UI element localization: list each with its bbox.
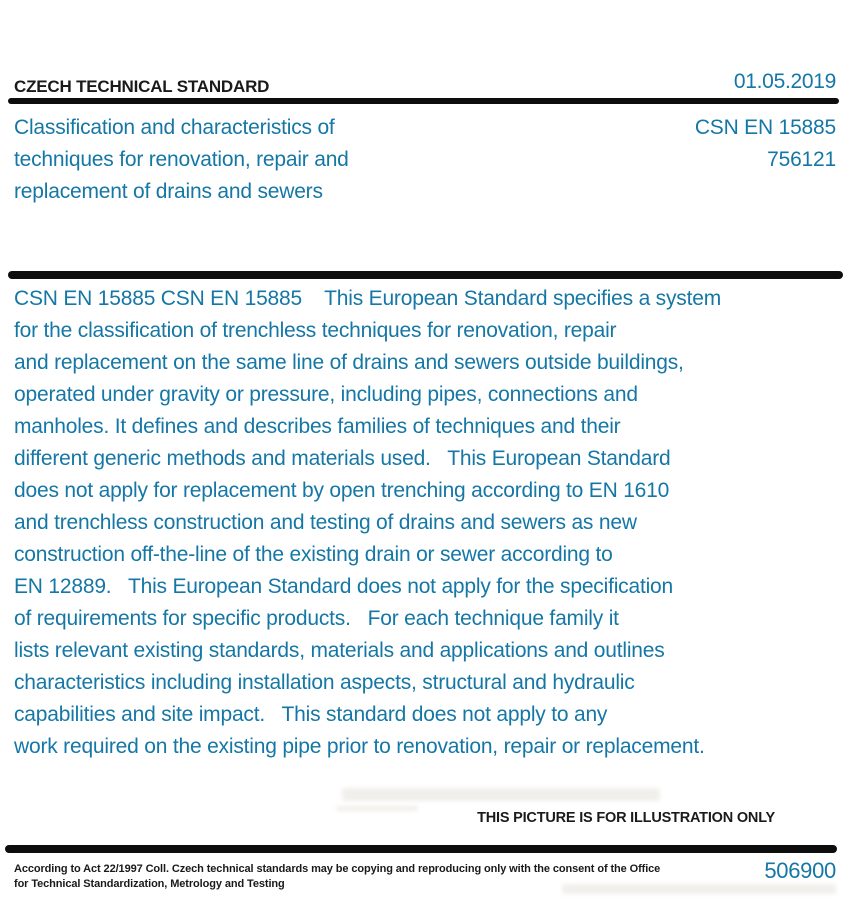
text-line: of requirements for specific products. For each technique family it (14, 607, 619, 630)
text-line: operated under gravity or pressure, including pipes, connections and (14, 383, 638, 406)
title-divider (8, 271, 843, 279)
faded-watermark-smudge (336, 806, 418, 811)
illustration-only-notice: THIS PICTURE IS FOR ILLUSTRATION ONLY (477, 810, 775, 826)
text-line: characteristics including installation aspects, structural and hydraulic (14, 671, 635, 694)
text-line: replacement of drains and sewers (14, 180, 323, 204)
standard-class-number: 756121 (767, 148, 836, 172)
text-line: EN 12889. This European Standard does not apply for the specification (14, 575, 674, 598)
text-line: for Technical Standardization, Metrology and Testing (14, 877, 285, 890)
text-line: construction off-the-line of the existing drain or sewer according to (14, 543, 613, 566)
text-line: CSN EN 15885 CSN EN 15885 This European Standard specifies a system (14, 287, 721, 310)
standard-title (14, 112, 349, 209)
faded-watermark-smudge (562, 884, 836, 894)
text-line: work required on the existing pipe prior to renovation, repair or replacement. (14, 735, 705, 758)
text-line: manholes. It defines and describes families of techniques and their (14, 415, 621, 438)
text-line: does not apply for replacement by open trenching according to EN 1610 (14, 479, 670, 502)
text-line: capabilities and site impact. This standard does not apply to any (14, 703, 608, 726)
order-number: 506900 (764, 858, 836, 883)
standard-designation: CSN EN 15885 (694, 116, 836, 139)
header-divider (8, 98, 839, 104)
text-line: techniques for renovation, repair and (14, 148, 349, 172)
text-line: According to Act 22/1997 Coll. Czech technical standards may be copying and reproducing only with the consent of the Office (14, 863, 661, 875)
issue-date: 01.05.2019 (733, 70, 836, 93)
faded-watermark-smudge (342, 788, 660, 801)
text-line: and trenchless construction and testing of drains and sewers as new (14, 511, 637, 534)
text-line: and replacement on the same line of drains and sewers outside buildings, (14, 351, 684, 374)
text-line: for the classification of trenchless techniques for renovation, repair (14, 319, 617, 342)
text-line: different generic methods and materials used. This European Standard (14, 447, 671, 470)
standard-abstract (14, 283, 721, 763)
text-line: lists relevant existing standards, materials and applications and outlines (14, 639, 665, 662)
footer-divider (5, 845, 837, 853)
standard-identifiers (695, 112, 836, 176)
document-type-title: CZECH TECHNICAL STANDARD (14, 77, 270, 96)
text-line: Classification and characteristics of (14, 116, 335, 139)
